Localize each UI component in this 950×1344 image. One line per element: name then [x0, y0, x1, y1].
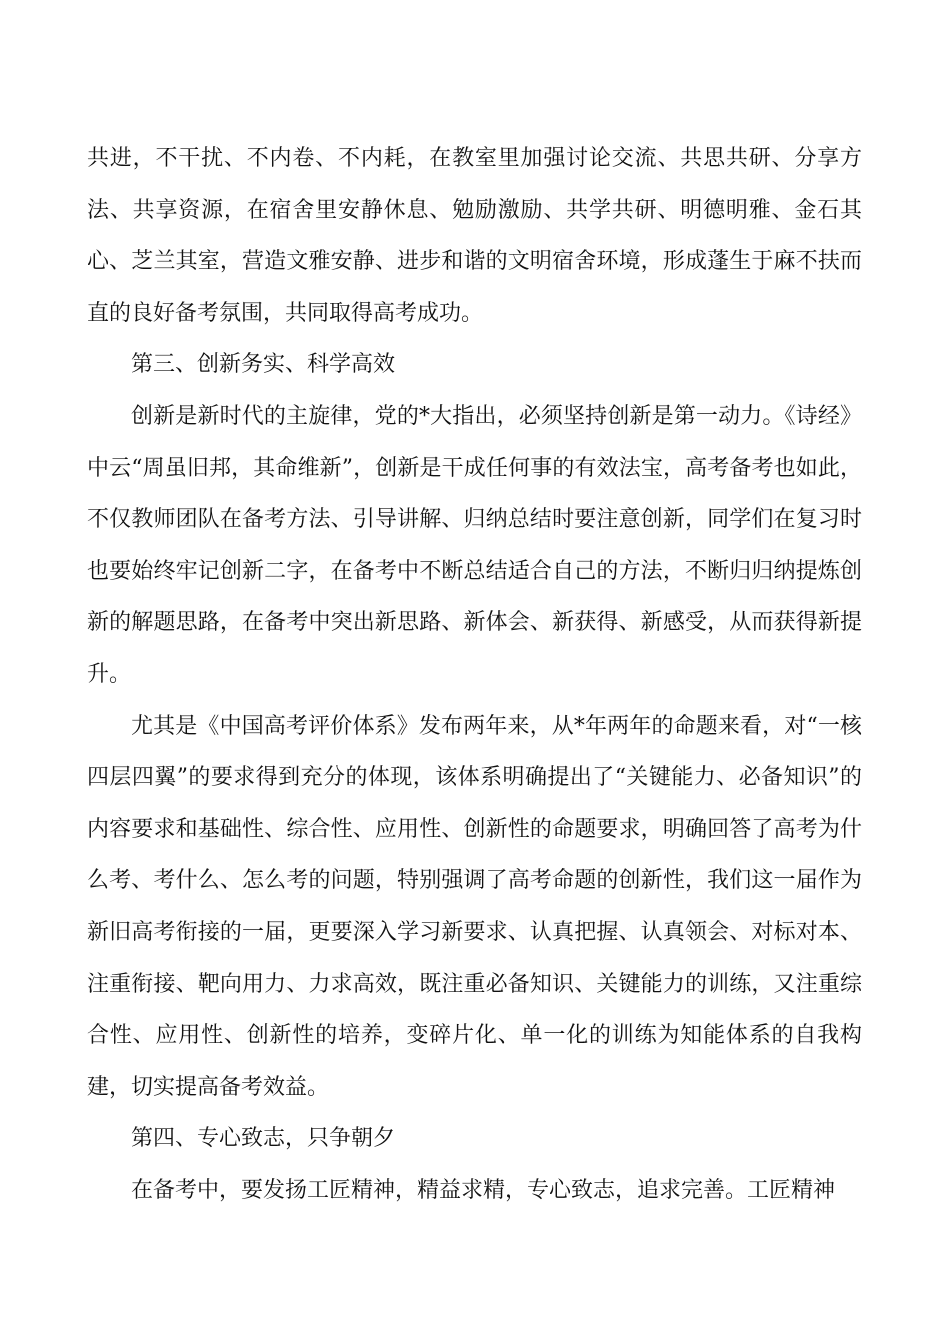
- section-heading-3: 第三、创新务实、科学高效: [131, 352, 396, 378]
- paragraph-innovation: 创新是新时代的主旋律，党的*大指出，必须坚持创新是第一动力。《诗经》中云“周虽旧邦，其命维新”，创新是干成任何事的有效法宝，高考备考也如此，不仅教师团队在备考方法、引导讲解、归纳总结时要注意创新，同学们在复习时也要始终牢记创新二字，在备考中不断总结适合自己的方法，不断归归纳提炼创新的解题思路，在备考中突出新思路、新体会、新获得、新感受，从而获得新提升。: [87, 403, 862, 687]
- paragraph-craftsman: 在备考中，要发扬工匠精神，精益求精，专心致志，追求完善。工匠精神: [131, 1177, 836, 1203]
- paragraph-continuation: 共进，不干扰、不内卷、不内耗，在教室里加强讨论交流、共思共研、分享方法、共享资源，在宿舍里安静休息、勉励激励、共学共研、明德明雅、金石其心、芝兰其室，营造文雅安静、进步和谐的文明宿舍环境，形成蓬生于麻不扶而直的良好备考氛围，共同取得高考成功。: [87, 146, 862, 326]
- paragraph-evaluation-system: 尤其是《中国高考评价体系》发布两年来，从*年两年的命题来看，对“一核四层四翼”的要求得到充分的体现，该体系明确提出了“关键能力、必备知识”的内容要求和基础性、综合性、应用性、创新性的命题要求，明确回答了高考为什么考、考什么、怎么考的问题，特别强调了高考命题的创新性，我们这一届作为新旧高考衔接的一届，更要深入学习新要求、认真把握、认真领会、对标对本、注重衔接、靶向用力、力求高效，既注重必备知识、关键能力的训练，又注重综合性、应用性、创新性的培养，变碎片化、单一化的训练为知能体系的自我构建，切实提高备考效益。: [87, 713, 862, 1100]
- section-heading-4: 第四、专心致志，只争朝夕: [131, 1126, 396, 1152]
- document-body: [87, 133, 862, 1216]
